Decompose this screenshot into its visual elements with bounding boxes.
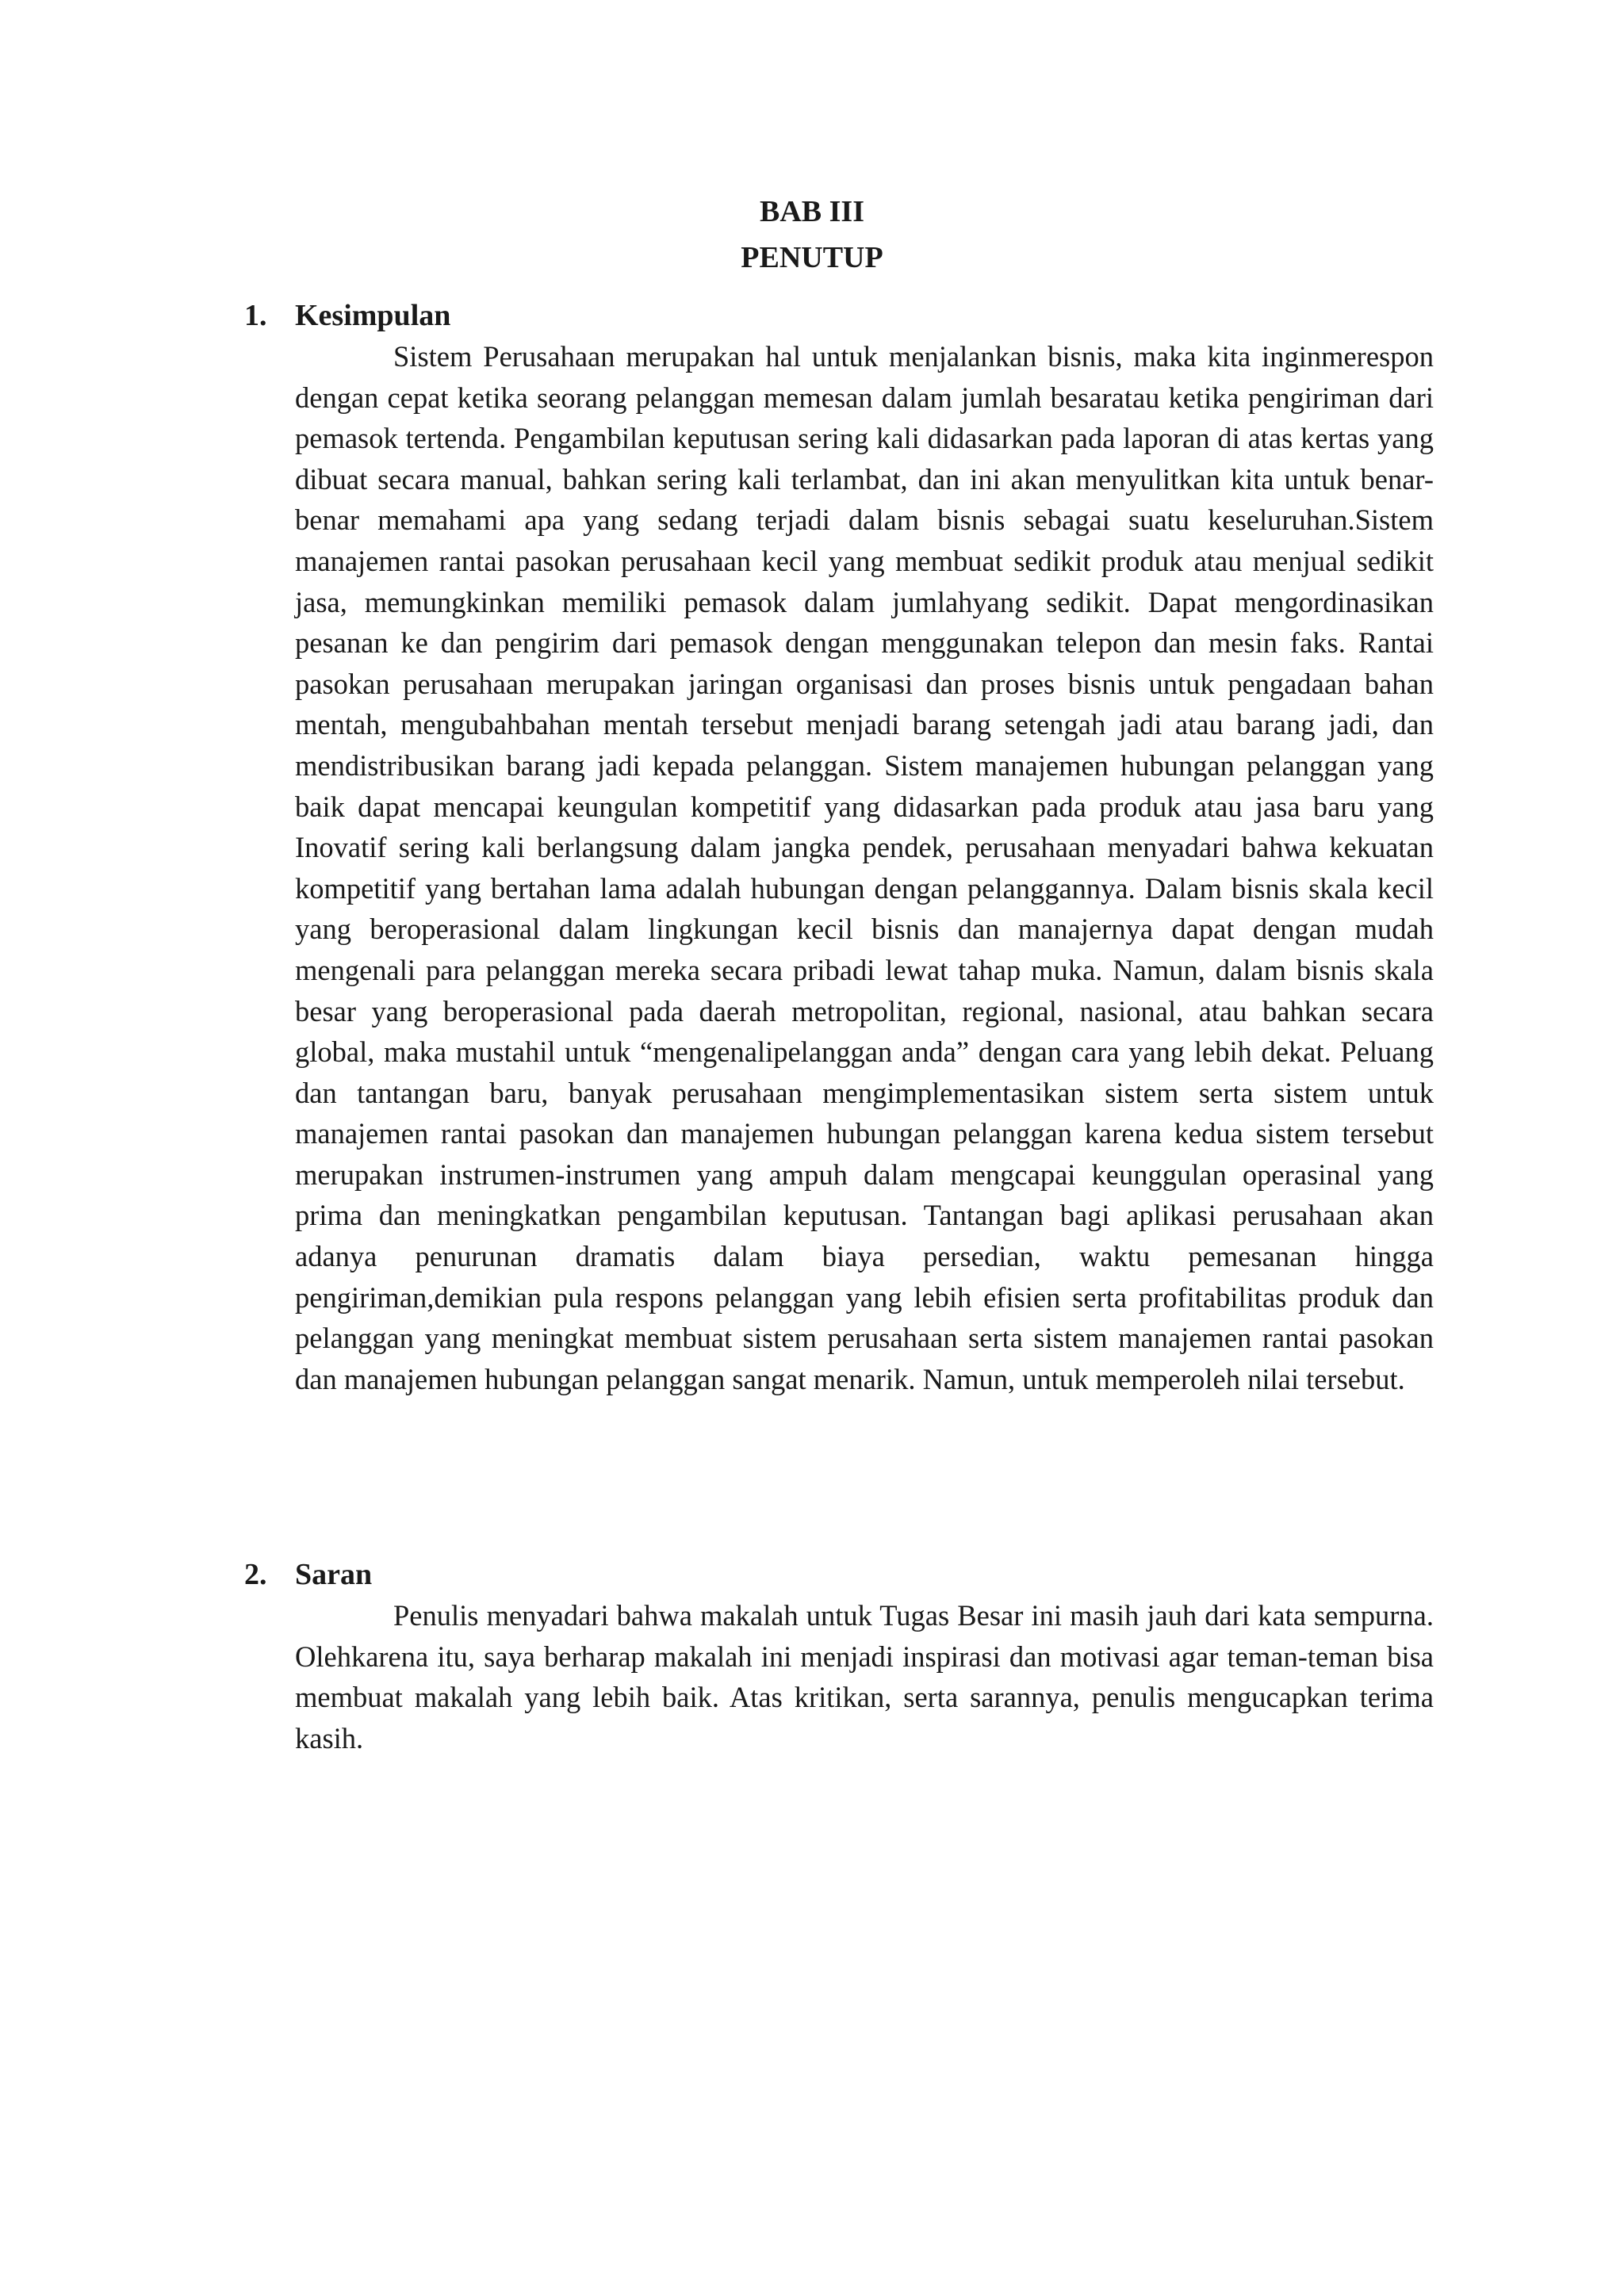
section-number: 1.: [244, 299, 267, 332]
section-paragraph: Sistem Perusahaan merupakan hal untuk menjalankan bisnis, maka kita inginmerespon dengan cepat ketika seorang pelanggan memesan dalam jumlah besaratau ketika pengiriman dari pemasok tertenda. Pengambilan keputusan sering kali didasarkan pada laporan di atas kertas yang dibuat secara manual, bahkan sering kali terlambat, dan ini akan menyulitkan kita untuk benar-benar memahami apa yang sedang terjadi dalam bisnis sebagai suatu keseluruhan.Sistem manajemen rantai pasokan perusahaan kecil yang membuat sedikit produk atau menjual sedikit jasa, memungkinkan memiliki pemasok dalam jumlahyang sedikit. Dapat mengordinasikan pesanan ke dan pengirim dari pemasok dengan menggunakan telepon dan mesin faks. Rantai pasokan perusahaan merupakan jaringan organisasi dan proses bisnis untuk pengadaan bahan mentah, mengubahbahan mentah tersebut menjadi barang setengah jadi atau barang jadi, dan mendistribusikan barang jadi kepada pelanggan. Sistem manajemen hubungan pelanggan yang baik dapat mencapai keungulan kompetitif yang didasarkan pada produk atau jasa baru yang Inovatif sering kali berlangsung dalam jangka pendek, perusahaan menyadari bahwa kekuatan kompetitif yang bertahan lama adalah hubungan dengan pelanggannya. Dalam bisnis skala kecil yang beroperasional dalam lingkungan kecil bisnis dan manajernya dapat dengan mudah mengenali para pelanggan mereka secara pribadi lewat tahap muka. Namun, dalam bisnis skala besar yang beroperasional pada daerah metropolitan, regional, nasional, atau bahkan secara global, maka mustahil untuk “mengenalipelanggan anda” dengan cara yang lebih dekat. Peluang dan tantangan baru, banyak perusahaan mengimplementasikan sistem serta sistem untuk manajemen rantai pasokan dan manajemen hubungan pelanggan karena kedua sistem tersebut merupakan instrumen-instrumen yang ampuh dalam mengcapai keunggulan operasinal yang prima dan meningkatkan pengambilan keputusan. Tantangan bagi aplikasi perusahaan akan adanya penurunan dramatis dalam biaya persedian, waktu pemesanan hingga pengiriman,demikian pula respons pelanggan yang lebih efisien serta profitabilitas produk dan pelanggan yang meningkat membuat sistem perusahaan serta sistem manajemen rantai pasokan dan manajemen hubungan pelanggan sangat menarik. Namun, untuk memperoleh nilai tersebut.: [295, 340, 1434, 1395]
chapter-header: [0, 189, 1624, 281]
section-paragraph: Penulis menyadari bahwa makalah untuk Tugas Besar ini masih jauh dari kata sempurna. Olehkarena itu, saya berharap makalah ini menjadi inspirasi dan motivasi agar teman-teman bisa membuat makalah yang lebih baik. Atas kritikan, serta sarannya, penulis mengucapkan terima kasih.: [295, 1599, 1434, 1755]
chapter-title: PENUTUP: [741, 241, 883, 274]
section-title: Kesimpulan: [295, 299, 451, 332]
section-number: 2.: [244, 1558, 267, 1591]
section-title: Saran: [295, 1558, 373, 1591]
section-saran: [244, 1554, 1434, 1758]
section-heading: [244, 295, 1434, 336]
section-heading: [244, 1554, 1434, 1595]
section-kesimpulan: [244, 295, 1434, 1399]
chapter-number: BAB III: [760, 195, 864, 228]
